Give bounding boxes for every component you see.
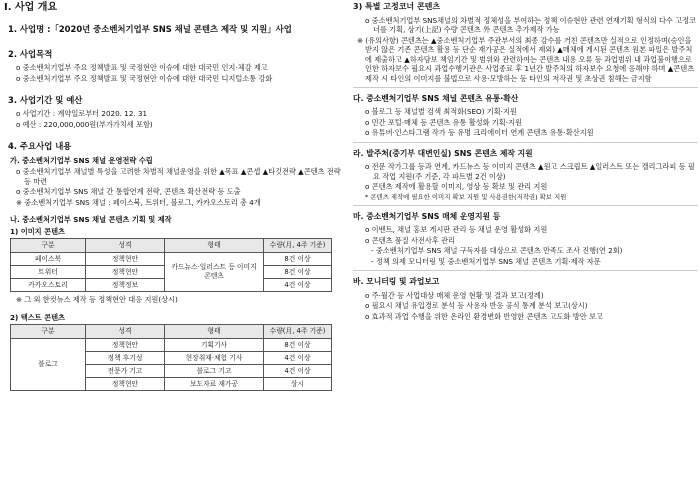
- da-item: o 블로그 등 채널별 검색 최적화(SEO) 기획·지원: [365, 107, 517, 117]
- cell: 4건 이상: [264, 279, 332, 292]
- cell: 정책현안: [86, 378, 165, 391]
- cell: 정책현안: [86, 339, 165, 352]
- ra-item: o 전문 작가그룹 등과 연계, 카드뉴스 등 이미지 콘텐츠 ▲원고 스크립트 ▲일러스트 또는 캘리그라피 등 필요 작업 지원(주 기준, 각 파트별 2건 이상): [365, 162, 695, 181]
- cell: 전문가 기고: [86, 365, 165, 378]
- ga-item: o 중소벤처기업부 채널별 특성을 고려한 차별적 채널운영을 위한 ▲목표 ▲콘셉 ▲타깃전략 ▲콘텐츠 전략 등 마련: [16, 167, 341, 186]
- ra-note: * 콘텐츠 제작에 필요한 이미지 확보 지원 및 사용권한(저작권) 확보 지원: [365, 192, 567, 201]
- s3-heading: 3. 사업기간 및 예산: [8, 95, 83, 106]
- ra-item: o 콘텐츠 제작에 활용할 이미지, 영상 등 확보 및 관리 지원: [365, 182, 548, 192]
- special-corner-heading: 3) 특별 고정코너 콘텐츠: [353, 2, 441, 11]
- s4-heading: 4. 주요사업 내용: [8, 141, 72, 152]
- ra-heading: 라. 발주처(중기부 대변인실) SNS 콘텐츠 제작 지원: [353, 148, 533, 158]
- col-header: 형태: [165, 325, 264, 339]
- da-item: o 민간 포털·매체 등 콘텐츠 유통 활성화 기획·지원: [365, 117, 522, 127]
- table-row: [11, 339, 332, 352]
- s1-heading: 1. 사업명 :「2020년 중소벤처기업부 SNS 채널 콘텐츠 제작 및 지원」사업: [8, 24, 292, 35]
- cell: 8건 이상: [264, 339, 332, 352]
- cell: 트위터: [11, 266, 86, 279]
- caution-note: ※ (유의사항) 콘텐츠는 ▲중소벤처기업부 주관부서의 최종 감수를 거친 콘텐츠만 실적으로 인정하며(승인을 받지 않은 기존 콘텐츠 활용 등 단순 재가공은 실적에서 제외) ▲매체에 게시된 콘텐츠 원본 파일은 발주처에 제출하고 ▲하자담보 책임기간 및 범위와 관련하여는 콘텐츠 내용 오류 등 과업범위 내 과업불이행으로 인한 하자보수 필요시 과업수행기관은 사업종료 후 1년간 발주처의 하자보수 요청에 응해야 하며 ▲콘텐츠 제작 시 타인의 이미지를 불법으로 사용·모방하는 등 타인의 저작권 및 초상권 침해는 금지함: [357, 35, 695, 83]
- cell: 8건 이상: [264, 266, 332, 279]
- cell: 블로그 기고: [165, 365, 264, 378]
- cell: 정책현안: [86, 266, 165, 279]
- cell: 상시: [264, 378, 332, 391]
- da-heading: 다. 중소벤처기업부 SNS 채널 콘텐츠 유통·확산: [353, 94, 519, 104]
- na-heading: 나. 중소벤처기업부 SNS 채널 콘텐츠 기획 및 제작: [10, 215, 172, 225]
- special-corner-item: o 중소벤처기업부 SNS채널의 차별적 정체성을 부여하는 정책 이슈현안 관련 연재기획 형식의 다수 고정코너를 기획, 상기(上記) 수량 콘텐츠 外 콘텐츠 추가제작 가능: [365, 15, 696, 35]
- ma-dash: - 정책 의제 모니터링 및 중소벤처기업부 SNS 채널 콘텐츠 기획·제작 자문: [371, 256, 601, 266]
- cell: 4건 이상: [264, 352, 332, 365]
- cell: 기획기사: [165, 339, 264, 352]
- col-header: 구분: [11, 239, 86, 253]
- group-cell: 블로그: [11, 339, 86, 391]
- section-title: Ⅰ. 사업 개요: [4, 2, 58, 13]
- s3-item: o 예산 : 220,000,000원(부가가치세 포함): [16, 119, 153, 129]
- cell: 정책정보: [86, 279, 165, 292]
- ga-item: o 중소벤처기업부 SNS 채널 간 통합연계 전략, 콘텐츠 확산전략 등 도출: [16, 187, 241, 197]
- s3-item: o 사업기간 : 계약일로부터 2020. 12. 31: [16, 109, 148, 119]
- s2-heading: 2. 사업목적: [8, 49, 53, 60]
- ba-item: o 주·월간 등 사업대상 매체 운영 현황 및 결과 보고(정례): [365, 290, 544, 300]
- col-header: 형태: [165, 239, 264, 253]
- table1-note: ※ 그 외 한컷뉴스 제작 등 정책현안 대응 지원(상시): [16, 295, 178, 305]
- s2-item: o 중소벤처기업부 주요 정책발표 및 국정현안 이슈에 대한 대국민 인지·체감 제고: [16, 63, 268, 73]
- col-header: 성격: [86, 239, 165, 253]
- ga-heading: 가. 중소벤처기업부 SNS 채널 운영전략 수립: [10, 155, 153, 165]
- cell: 현장취재·체험 기사: [165, 352, 264, 365]
- col-header: 구분: [11, 325, 86, 339]
- col-header: 수량(月, 4주 기준): [264, 239, 332, 253]
- image-content-table: [10, 238, 332, 292]
- right-column: [353, 0, 698, 322]
- cell: 보도자료 재가공: [165, 378, 264, 391]
- ma-item: o 콘텐츠 품질 사전사후 관리: [365, 235, 455, 245]
- da-item: o 유튜버·인스타그램 작가 등 유명 크리에이터 연계 콘텐츠 유통·확산지원: [365, 128, 594, 138]
- cell: 페이스북: [11, 253, 86, 266]
- ma-item: o 이벤트, 채널 홍보 게시판 관리 등 채널 운영 활성화 지원: [365, 225, 548, 235]
- ma-heading: 마. 중소벤처기업부 SNS 매체 운영지원 등: [353, 212, 501, 222]
- cell: 정책현안: [86, 253, 165, 266]
- cell: 8건 이상: [264, 253, 332, 266]
- image-content-heading: 1) 이미지 콘텐츠: [10, 226, 65, 236]
- ba-heading: 바. 모니터링 및 과업보고: [353, 277, 440, 287]
- cell: 4건 이상: [264, 365, 332, 378]
- col-header: 성격: [86, 325, 165, 339]
- s2-item: o 중소벤처기업부 주요 정책발표 및 국정현안 이슈에 대한 대국민 디지털소통 강화: [16, 73, 273, 83]
- ga-note: ※ 중소벤처기업부 SNS 채널 : 페이스북, 트위터, 블로그, 카카오스토리 총 4개: [16, 197, 261, 207]
- merged-form-cell: 카드뉴스·일러스트 등 이미지 콘텐츠: [165, 253, 264, 292]
- ba-item: o 필요시 채널 유입경로 분석 등 사용자 반응 공식 통계 분석 보고(상시): [365, 301, 588, 311]
- ma-dash: - 중소벤처기업부 SNS 채널 구독자를 대상으로 콘텐츠 만족도 조사 진행(연 2회): [371, 246, 623, 256]
- cell: 카카오스토리: [11, 279, 86, 292]
- cell: 정책 후기성: [86, 352, 165, 365]
- text-content-heading: 2) 텍스트 콘텐츠: [10, 312, 65, 322]
- left-column: [4, 0, 342, 394]
- ba-item: o 효과적 과업 수행을 위한 온라인 환경변화 반영한 콘텐츠 고도화 방안 보고: [365, 311, 603, 321]
- col-header: 수량(月, 4주 기준): [264, 325, 332, 339]
- text-content-table: [10, 324, 332, 391]
- table-row: [11, 253, 332, 266]
